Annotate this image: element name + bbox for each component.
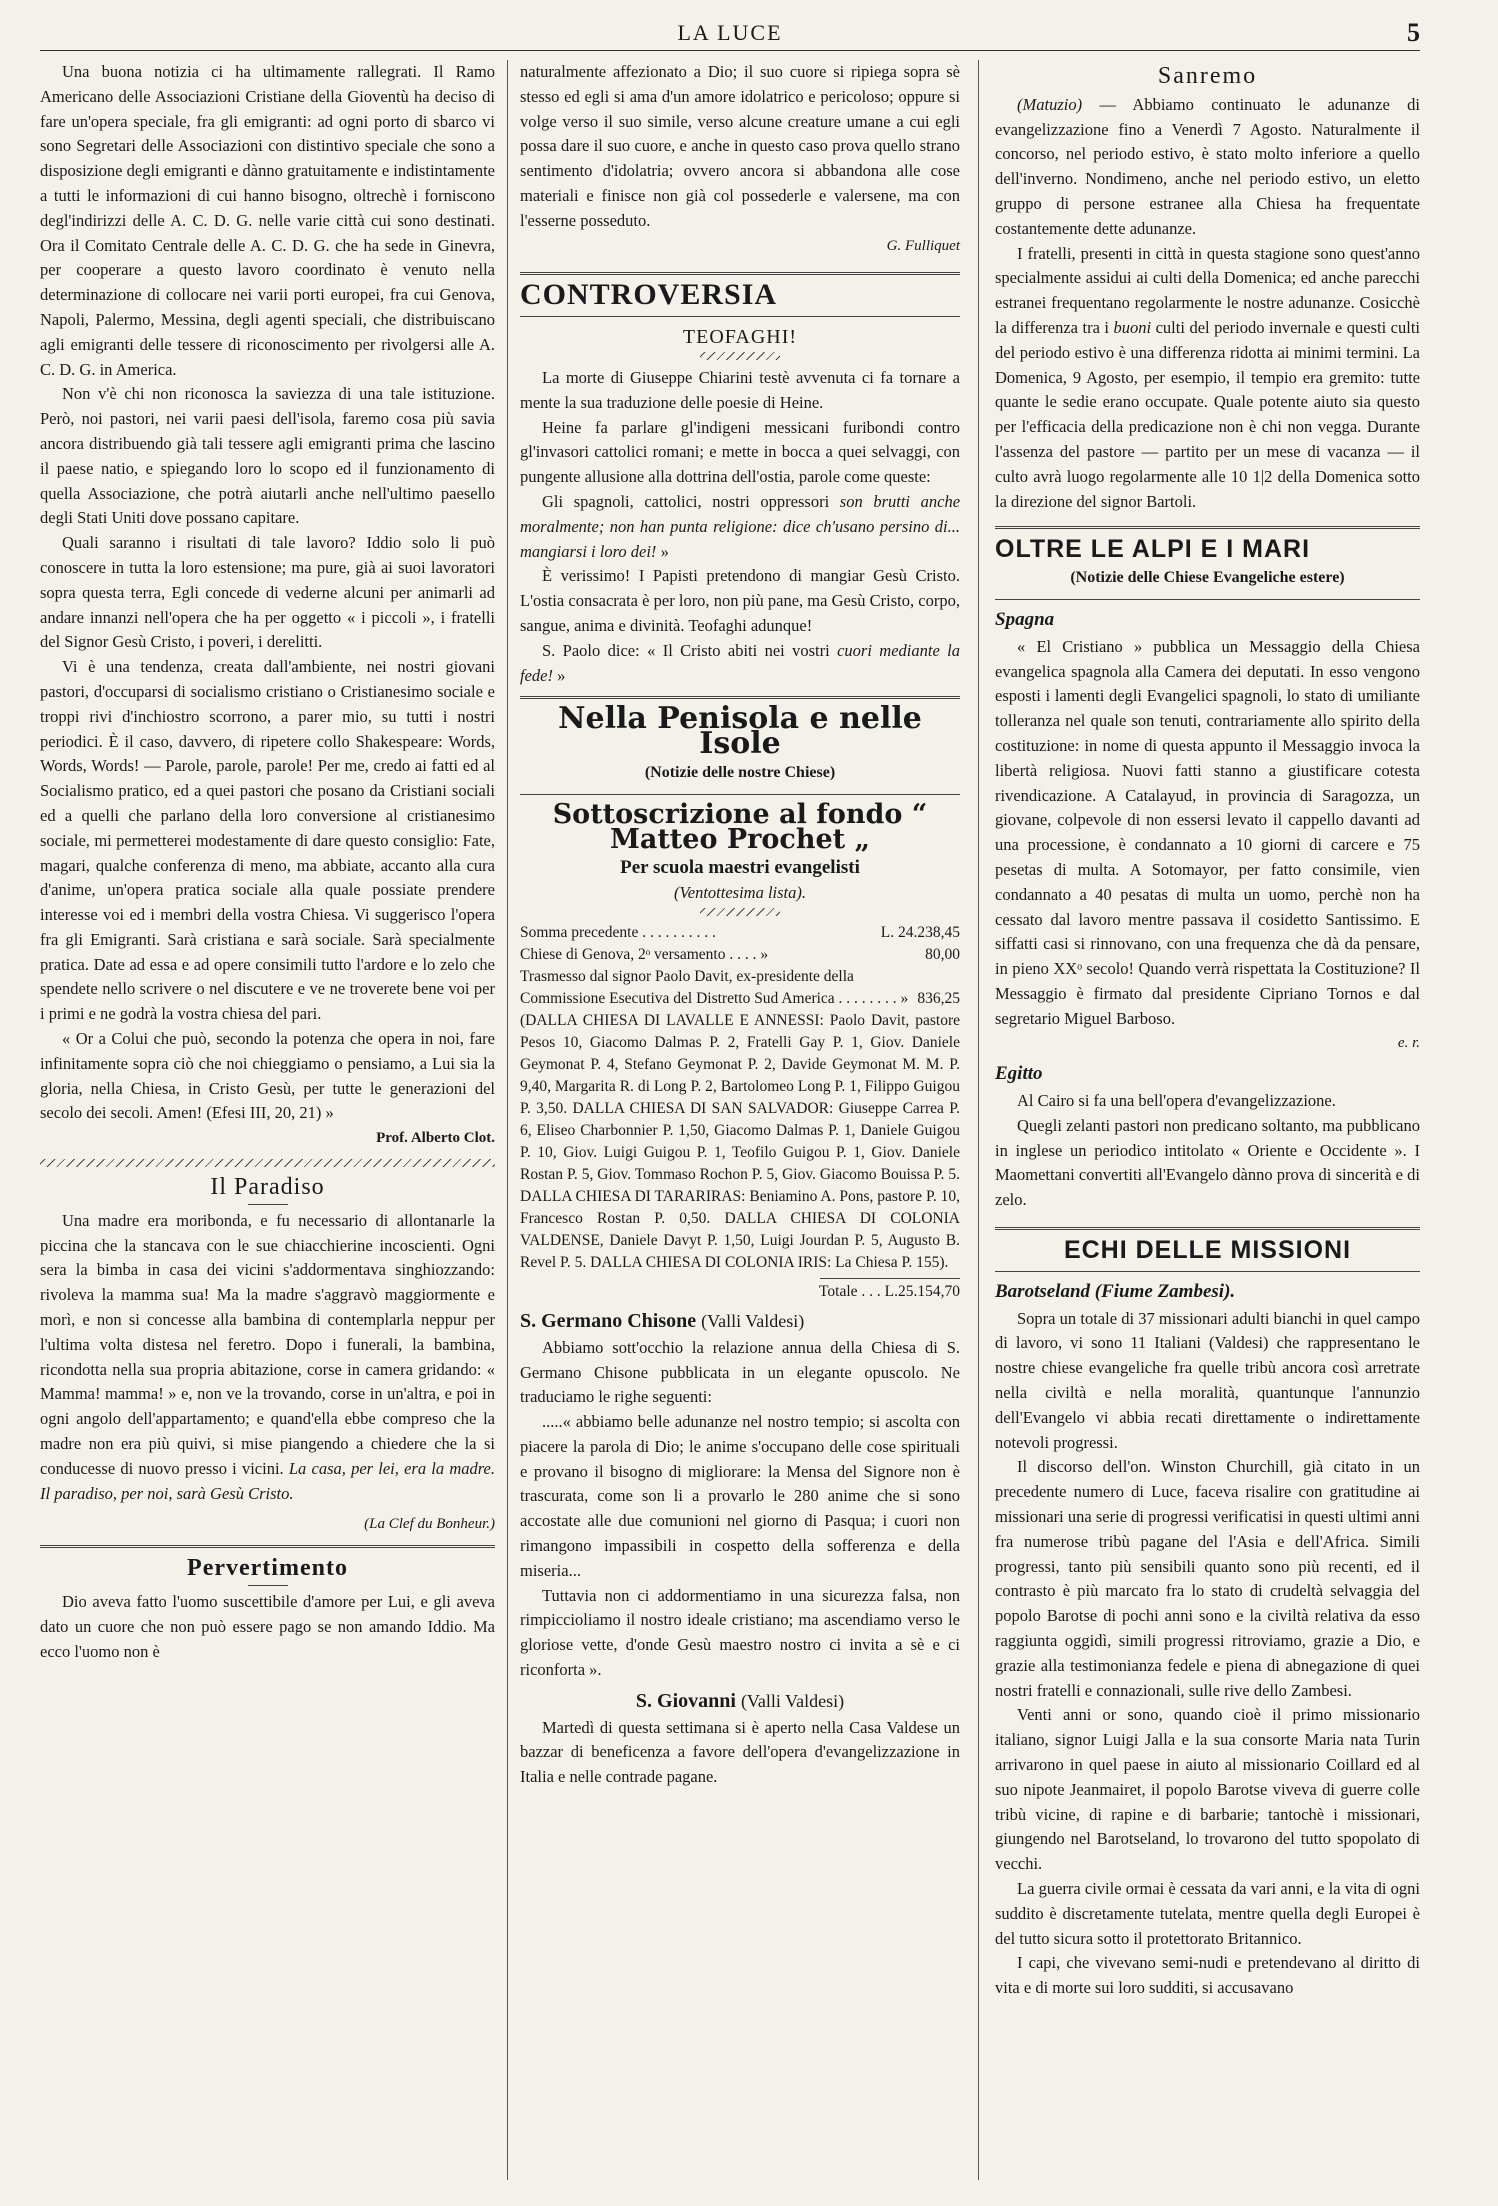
country-heading: Egitto — [995, 1063, 1043, 1085]
paragraph-text: Gli spagnoli, cattolici, nostri oppressori — [542, 491, 830, 511]
total-amount: 25.154,70 — [898, 1282, 960, 1300]
row-label: Trasmesso dal signor Paolo Davit, ex-presidente della Commissione Esecutiva del Distretto Sud America . . . . . . . . » — [520, 967, 909, 1007]
divider — [520, 696, 960, 699]
divider — [520, 316, 960, 317]
paragraph-text: culti del periodo invernale e questi culti del periodo estivo è una differenza ridotta ai minimi termini. La Domenica, 9 Agosto, per esempio, il tempio era gremito: tutte quante le sedie erano occupate. Quale potente aiuto sia questo per l'efficacia della predicazione non è chi non vegga. Durante l'assenza del pastore — partito per un mese di vacanza — il culto avrà luogo regolarmente alle 10 1|2 della Domenica sotto la direzione del signor Bartoli. — [995, 317, 1420, 511]
section-subtitle: (Notizie delle nostre Chiese) — [644, 763, 836, 781]
row-label: Chiese di Genova, 2ᵒ versamento . . . . » — [520, 945, 769, 963]
italic-text: son brutti anche moralmente; non han punta religione: dice ch'usano persino di... mangiarsi i loro dei! — [520, 491, 961, 561]
paragraph: Quegli zelanti pastori non predicano soltanto, ma pubblicano in inglese un periodico intitolato « Oriente e Occidente ». I Maomettani convertiti all'Evangelo dànno prova di sincerità e di zelo. — [995, 1115, 1420, 1210]
paragraph-text: I fratelli, presenti in città in questa stagione sono quest'anno specialmente assidui ai culti della Domenica; ed anche parecchi estranei frequentano regolarmente le nostre adunanze. Cosicchè la differenza tra i — [995, 243, 1420, 337]
italic-text: (Matuzio) — [1017, 94, 1083, 114]
article-title — [520, 1309, 960, 1334]
list-item — [520, 922, 960, 944]
paragraph: Sopra un totale di 37 missionari adulti bianchi in quel campo di lavoro, vi sono 11 Italiani (Valdesi) che rappresentano le nostre chiese evangeliche fra quelle tribù ancora così arretrate nella civiltà e nella moralità, quantunque l'annunzio dell'Evangelo vi abbia recati direttamente o indirettamente notevoli progressi. — [995, 1308, 1420, 1452]
section-title: Nella Penisola e nelle Isole — [558, 701, 922, 762]
paragraph-text: Una madre era moribonda, e fu necessario di allontanarle la piccina che la stancava con le sue chiacchierine incoscienti. Ogni sera la bimba in casa dei vicini s'addormentava singhiozzando: rivoleva la mamma sua! Ma la madre s'aggravò maggiormente e morì, e non si concesse alla bambina di contemplarla neppur per l'ultima volta distesa nel feretro. Dopo i funerali, la bambina, ricondotta nella sua propria abitazione, corse in camera gridando: « Mamma! mamma! » e, non ve la trovando, corse in un'altra, e poi in ogni angolo dell'appartamento; e quand'ella ebbe compreso che la madre non era più quivi, si mise piangendo a chiedere che la si conducesse di nuovo presso i vicini. — [40, 1210, 495, 1478]
paragraph: Vi è una tendenza, creata dall'ambiente, nei nostri giovani pastori, d'occuparsi di socialismo cristiano o Cristianesimo sociale e troppi rivi d'inchiostro scorrono, a parer mio, su tutti i nostri periodici. È il caso, davvero, di ripetere collo Shakespeare: Words, Words, Words! — Parole, parole, parole! Per me, credo ai fatti ed al Socialismo pratico, ed a quei pastori che posano da Cristiani sociali ed a quelli che parlano della loro conversione al cristianesimo sociale, mi permetterei modestamente di dare questo consiglio: Fate, magari, qualche conferenza di meno, ma abbiate, accanto alla cura d'anime, un'opera pratica sociale alla quale possiate prendere interesse voi ed i membri della vostra Chiesa. Vi suggerisco l'opera fra gli Emigranti. Sarà cristiana e sarà sociale. Sarà specialmente pratica. Date ad essa e ad opere consimili tutto l'ardore e lo zelo che spendete nello scrivere o nel discutere e ve ne troverete bene voi per i primi e ne godrà la vostra chiesa del pari. — [40, 657, 495, 1024]
paragraph: La morte di Giuseppe Chiarini testè avvenuta ci fa tornare a mente la sua traduzione delle poesie di Heine. — [520, 367, 960, 412]
row-amount: L. 24.238,45 — [880, 923, 960, 941]
paragraph: Dio aveva fatto l'uomo suscettibile d'amore per Lui, e gli aveva dato un cuore che non può essere pago se non amando Iddio. Ma ecco l'uomo non è — [40, 1592, 495, 1661]
country-heading: Spagna — [995, 608, 1055, 630]
paragraph: Quali saranno i risultati di tale lavoro? Iddio solo li può conoscere in tutta la loro estensione; ma pure, già ai suoi lavoratori sopra questa terra, Egli concede di vederne alcuni per animarli ad andare innanzi nell'opera che ha per oggetto « i piccoli », i fratelli del Signor Gesù Cristo, i poveri, i derelitti. — [40, 533, 495, 652]
divider — [700, 352, 780, 360]
subscription-subtitle: Per scuola maestri evangelisti — [620, 857, 860, 879]
paragraph — [995, 242, 1420, 515]
paragraph: Il discorso dell'on. Winston Churchill, già citato in un precedente numero di Luce, faceva risalire con gratitudine ai missionari una serie di progressi verificatisi in questi ultimi anni fra numerose tribù pagane del l'Asia e dell'Africa. Simili progressi, tanto più sensibili quanto sono più recenti, ed il contrasto è più marcato fra lo stato di crudeltà selvaggia del popolo Barotse di pochi anni sono e la civiltà relativa da esso raggiunta oggidì, simili progressi ritroviamo, grazie a Dio, e grazie alla testimonianza fedele e piena di abnegazione di quei nostri fratelli e connazionali, sulle rive dello Zambesi. — [995, 1457, 1420, 1700]
section-subtitle: (Notizie delle Chiese Evangeliche estere) — [1070, 569, 1345, 587]
article-title: Pervertimento — [187, 1555, 348, 1582]
paragraph: Non v'è chi non riconosca la saviezza di una tale istituzione. Però, noi pastori, nei varii paesi dell'isola, faremo cosa più savia ancora distribuendo già tali tessere agli emigranti prima che lascino il paese natio, e spiegando loro lo scopo ed il funzionamento di quella Associazione, che potrà aiutarli anche nell'ultimo paesello degli Stati Uniti dove possano capitare. — [40, 384, 495, 528]
article-title: Barotseland (Fiume Zambesi). — [995, 1280, 1236, 1302]
divider — [40, 1159, 495, 1167]
italic-text: buoni — [1113, 317, 1152, 337]
signature: Prof. Alberto Clot. — [376, 1130, 495, 1147]
signature: G. Fulliquet — [886, 237, 960, 254]
article-title: Sanremo — [1157, 63, 1258, 89]
paragraph: Martedì di questa settimana si è aperto nella Casa Valdese un bazzar di beneficenza a favore dell'opera d'evangelizzazione in Italia e nelle contrade pagane. — [520, 1717, 960, 1787]
paragraph: Una buona notizia ci ha ultimamente rallegrati. Il Ramo Americano delle Associazioni Cristiane della Gioventù ha deciso di fare un'opera speciale, fra gli emigranti: ad ogni porto di sbarco vi sono Segretari delle Associazioni con distintivo speciale che sono a disposizione degli emigranti e dànno gratuitamente e indistintamente a tutti le informazioni di cui hanno bisogno, oltrechè i forniscono degl'indirizzi delle A. C. D. G. nelle varie città cui sono destinati. Ora il Comitato Centrale delle A. C. D. G. che ha sede in Ginevra, per cooperare a questo lavoro coordinato è venuto nella determinazione di collocare nei varii porti europei, fra cui Genova, Napoli, Palermo, Messina, degli agenti speciali, che distribuiscano agli emigranti delle tessere di riconoscimento per rivolgersi alle A. C. D. G. in America. — [40, 62, 495, 379]
paragraph: Venti anni or sono, quando cioè il primo missionario italiano, signor Luigi Jalla e la sua consorte Maria nata Turin arrivarono in quel paese in aiuto al missionario Coillard ed al suo nipote Jeanmairet, il popolo Barotse viveva di guerre colle tribù vicine, di rapine e di barbarie; tantochè i missionari, giungendo nel Barotseland, lo trovarono del tutto spopolato di vecchi. — [995, 1705, 1420, 1874]
divider — [995, 526, 1420, 529]
paragraph-text: S. Paolo dice: « Il Cristo abiti nei vostri — [542, 640, 830, 660]
page-header — [40, 18, 1420, 51]
paragraph: « El Cristiano » pubblica un Messaggio della Chiesa evangelica spagnola alla Camera dei deputati. In esso vengono esposti i lamenti degli Evangelici spagnoli, lo stato di umiliante tolleranza nel quale son tenuti, contrariamente allo spirito della costituzione: in nome di questa appunto il Messaggio invoca la libertà religiosa. Nuovi fatti stanno a giustificare cotesta rivendicazione. A Catalayud, in provincia di Saragozza, un giovane, colpevole di non essersi levato il cappello davanti ad una processione, è condannato a 10 giorni di carcere e 75 pesetas di multa. A Sotomayor, per fatto consimile, vien condannato a 40 pesatas di multa un uomo, perchè non ha cessato dal lavoro mentre passava il cosidetto Santissimo. E siffatti casi si rinnovano, con una frequenza che dà da pensare, in pieno XXᵒ secolo! Quando verrà rispettata la Costituzione? Il Messaggio è firmato dal presidente Cipriano Tornos e dal segretario Miguel Barboso. — [995, 636, 1420, 1028]
row-label: Somma precedente . . . . . . . . . . — [520, 923, 716, 941]
donor-list: (DALLA CHIESA DI LAVALLE E ANNESSI: Paolo Davit, pastore Pesos 10, Giacomo Dalmas P. 2, Fratelli Gay P. 1, Giov. Daniele Geymonat P. 4, Stefano Geymonat P. 2, Davide Geymonat M. M. P. 9,40, Margarita R. di Long P. 2, Bartolomeo Long P. 1, Filippo Guigou P. 3,50. DALLA CHIESA DI SAN SALVADOR: Giuseppe Carrea P. 6, Eliseo Charbonnier P. 1,50, Giacomo Dalmas P. 1, Daniele Guigou P. 10, Giov. Luigi Guigou P. 1, Teofilo Guigou P. 1, Giov. Daniele Rostan P. 5, Giov. Tommaso Rochon P. 5, Giov. Giacomo Bouissa P. 5. DALLA CHIESA DI TARARIRAS: Beniamino A. Pons, pastore P. 10, Francesco Rostan P. 0,50. DALLA CHIESA DI COLONIA VALDENSE, Daniele Davyt P. 1,50, Luigi Jourdan P. 5, Augusto B. Revel P. 5. DALLA CHIESA DI COLONIA IRIS: La Chiesa P. 155). — [520, 1011, 960, 1271]
column-1 — [40, 60, 495, 1664]
title-text: S. Germano Chisone — [520, 1309, 697, 1332]
divider — [995, 1227, 1420, 1230]
divider — [995, 1271, 1420, 1272]
paragraph: È verissimo! I Papisti pretendono di mangiar Gesù Cristo. L'ostia consacrata è per loro, non più pane, ma Gesù Cristo, corpo, sangue, anima e divinità. Teofaghi adunque! — [520, 566, 960, 635]
page-number: 5 — [1407, 18, 1420, 47]
section-title: ECHI DELLE MISSIONI — [1063, 1236, 1352, 1265]
subscription-list — [520, 922, 960, 1303]
total-label: Totale . . . L. — [819, 1282, 898, 1300]
divider — [995, 599, 1420, 600]
paragraph: Al Cairo si fa una bell'opera d'evangelizzazione. — [1017, 1091, 1336, 1111]
row-amount: 836,25 — [917, 989, 960, 1007]
paragraph-text: » — [660, 541, 669, 561]
row-amount: 80,00 — [925, 945, 960, 963]
divider — [248, 1204, 288, 1205]
paragraph: « Or a Colui che può, secondo la potenza che opera in noi, fare infinitamente sopra ciò che noi chieggiamo o pensiamo, a Lui sia la gloria, nella Chiesa, in Cristo Gesù, per tutte le generazioni del secolo dei secoli. Amen! (Efesi III, 20, 21) » — [40, 1029, 495, 1123]
section-title: Sottoscrizione al fondo “ Matteo Prochet „ — [552, 798, 928, 855]
divider — [248, 1585, 288, 1586]
italic-text: La casa, per lei, era la madre. Il paradiso, per noi, sarà Gesù Cristo. — [40, 1458, 495, 1503]
paragraph: naturalmente affezionato a Dio; il suo cuore si ripiega sopra sè stesso ed egli si ama d'un amore idolatrico e pericoloso; oppure si volge verso il suo simile, verso alcune creature umane a cui egli possa dare il suo cuore, e anche in questo caso prova quello strano sentimento d'idolatria; ovvero ancora si abbandona alle cose materiali e finisce non già col possederle e valersene, ma con l'esserne posseduto. — [520, 62, 960, 230]
divider — [520, 794, 960, 795]
column-divider — [507, 60, 508, 2180]
paragraph: Abbiamo sott'occhio la relazione annua della Chiesa di S. Germano Chisone pubblicata in un elegante opuscolo. Ne traduciamo le righe seguenti: — [520, 1337, 960, 1407]
paragraph: La guerra civile ormai è cessata da vari anni, e la vita di ogni suddito è discretamente tutelata, mentre quella degli Europei è del tutto sicura sotto il protettorato Britannico. — [995, 1878, 1420, 1948]
divider — [40, 1545, 495, 1548]
section-title: CONTROVERSIA — [520, 278, 778, 312]
article-title: Il Paradiso — [210, 1174, 325, 1201]
list-item — [520, 966, 960, 1010]
paragraph: .....« abbiamo belle adunanze nel nostro tempio; si ascolta con piacere la parola di Dio; le anime s'occupano delle cose spirituali e provano il bisogno di migliorare: la Mensa del Signore non è trascurata, come son li a provarlo le 280 anime che si sono accostate alle due comunioni nel giorno di Pasqua; i cuori non rimangono impassibili in cospetto della sofferenza e della miseria... — [520, 1412, 960, 1580]
paragraph — [520, 490, 960, 564]
list-item — [520, 944, 960, 966]
paragraph: Tuttavia non ci addormentiamo in una sicurezza falsa, non rimpiccioliamo il nostro ideale cristiano; ma ascendiamo verso le gloriose vette, d'onde Gesù maestro nostro ci invita a sè e ci riconforta ». — [520, 1585, 960, 1680]
signature: e. r. — [1397, 1035, 1420, 1052]
paragraph — [40, 1209, 495, 1507]
column-divider — [978, 60, 979, 2180]
paragraph — [520, 639, 960, 689]
divider — [820, 1278, 960, 1279]
paragraph — [995, 93, 1420, 242]
section-title: OLTRE LE ALPI E I MARI — [995, 535, 1311, 564]
article-title — [520, 1689, 960, 1714]
title-note: (Valli Valdesi) — [740, 1690, 845, 1711]
paragraph-text: — Abbiamo continuato le adunanze di evangelizzazione fino a Venerdì 7 Agosto. Naturalmente il concorso, nel periodo estivo, è stato molto inferiore a quello dell'inverno. Nondimeno, anche nel periodo estivo, un eletto gruppo di persone estranee alla Chiesa ha frequentate costantemente dette adunanze. — [995, 94, 1420, 238]
divider — [700, 908, 780, 916]
total-row — [520, 1281, 960, 1303]
paragraph: I capi, che vivevano semi-nudi e pretendevano al diritto di vita e di morte sui loro sudditi, si accusavano — [995, 1953, 1420, 1998]
column-3 — [995, 60, 1420, 2001]
column-2 — [520, 60, 960, 1790]
signature: (La Clef du Bonheur.) — [364, 1516, 495, 1533]
subscription-list-number: (Ventottesima lista). — [674, 883, 806, 903]
title-text: S. Giovanni — [635, 1689, 736, 1712]
paragraph-text: » — [557, 665, 566, 685]
paragraph: Heine fa parlare gl'indigeni messicani furibondi contro gl'invasori cattolici romani; e mette in bocca a quei selvaggi, con pungente allusione alla dottrina dell'ostia, parole come queste: — [520, 417, 960, 487]
article-title: TEOFAGHI! — [682, 326, 798, 349]
italic-text: cuori mediante la fede! — [520, 640, 960, 685]
newspaper-title: LA LUCE — [677, 20, 783, 45]
divider — [520, 272, 960, 275]
title-note: (Valli Valdesi) — [701, 1310, 805, 1331]
